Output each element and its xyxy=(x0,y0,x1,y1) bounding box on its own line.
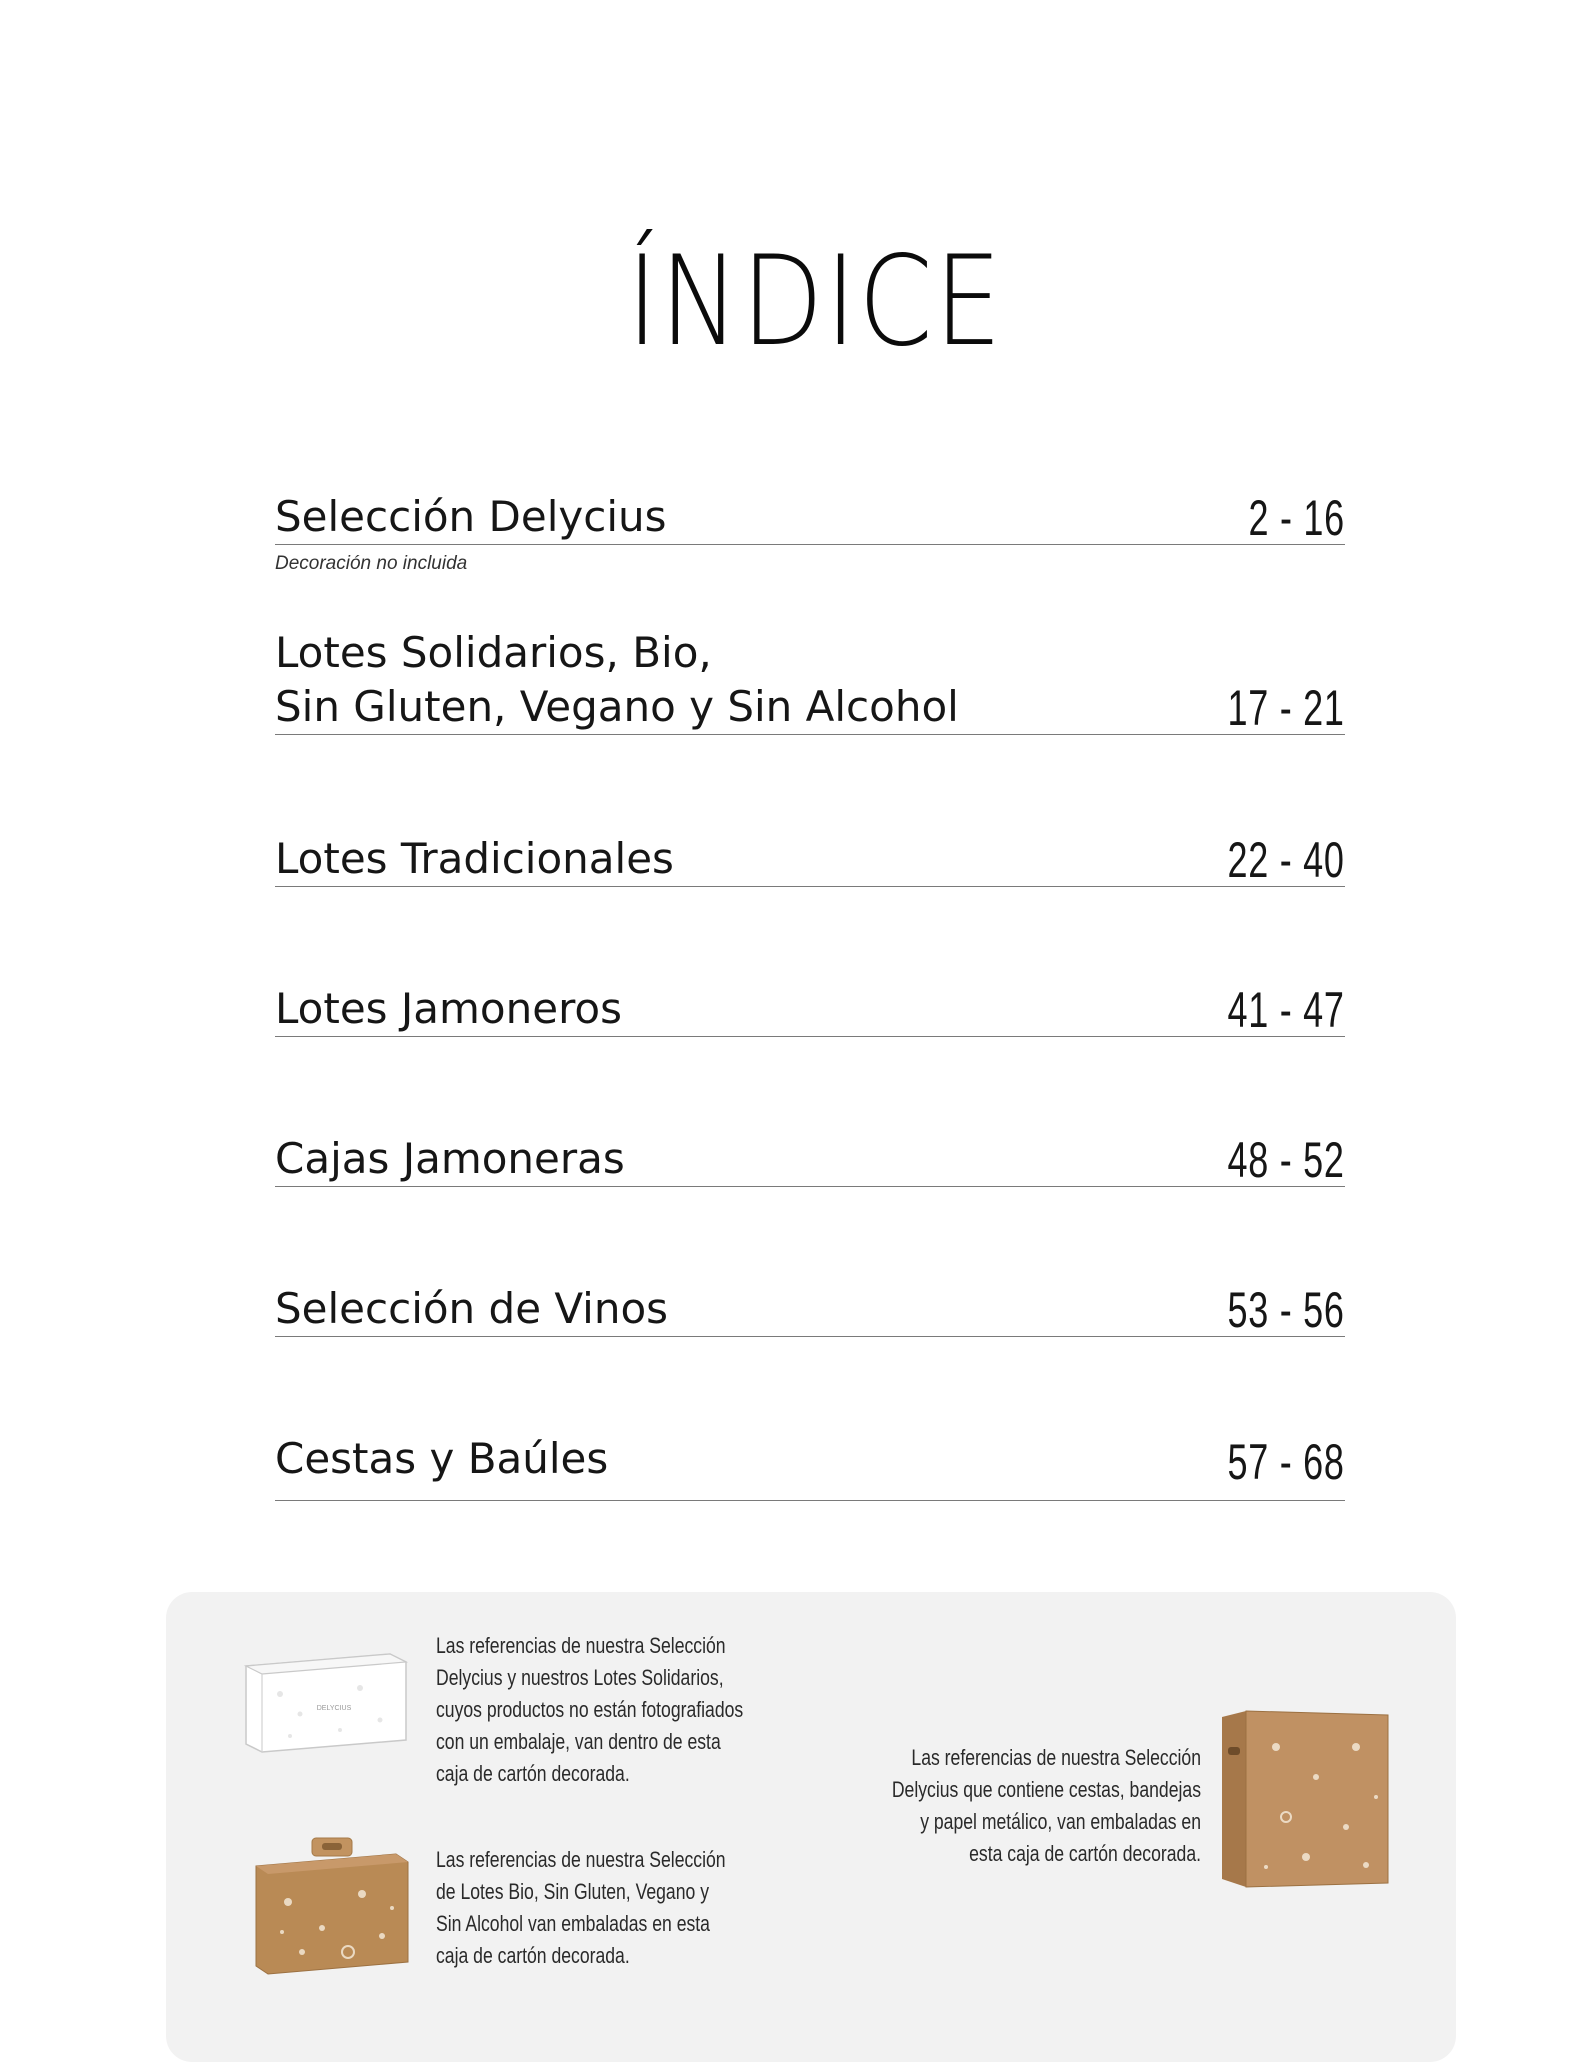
toc-entry-pages: 53 - 56 xyxy=(1227,1282,1345,1338)
toc-entry-pages: 22 - 40 xyxy=(1227,832,1345,888)
white-box-description: Las referencias de nuestra Selección Delycius y nuestros Lotes Solidarios, cuyos productos no están fotografiados con un embalaje, van dentro de esta caja de cartón decorada. xyxy=(436,1633,744,1786)
toc-entry-seleccion-vinos[interactable] xyxy=(275,1282,1345,1337)
page-title: ÍNDICE xyxy=(626,230,1004,374)
toc-entry-label: Cestas y Baúles xyxy=(275,1434,609,1483)
toc-entry-pages: 48 - 52 xyxy=(1227,1132,1345,1188)
toc-entry-cajas-jamoneras[interactable] xyxy=(275,1132,1345,1187)
toc-entry-label: Lotes Solidarios, Bio, Sin Gluten, Vegano y Sin Alcohol xyxy=(275,628,959,731)
large-box-description: Las referencias de nuestra Selección Delycius que contiene cestas, bandejas y papel metálico, van embaladas en esta caja de cartón decorada. xyxy=(891,1745,1201,1866)
toc-entry-label: Selección Delycius xyxy=(275,492,667,541)
decoration-note: Decoración no incluida xyxy=(275,553,468,574)
toc-entry-label: Selección de Vinos xyxy=(275,1284,669,1333)
toc-entry-lotes-jamoneros[interactable] xyxy=(275,982,1345,1037)
toc-entry-pages: 41 - 47 xyxy=(1227,982,1345,1038)
toc-entry-label: Lotes Jamoneros xyxy=(275,984,623,1033)
toc-entry-pages: 17 - 21 xyxy=(1227,680,1345,736)
large-kraft-box-image xyxy=(1216,1707,1396,1893)
toc-entry-lotes-solidarios[interactable] xyxy=(275,626,1345,735)
toc-entry-seleccion-delycius[interactable] xyxy=(275,490,1345,545)
toc-entry-label: Cajas Jamoneras xyxy=(275,1134,625,1183)
kraft-box-description: Las referencias de nuestra Selección de Lotes Bio, Sin Gluten, Vegano y Sin Alcohol van embaladas en esta caja de cartón decorada. xyxy=(436,1847,726,1968)
toc-entry-cestas-baules[interactable] xyxy=(275,1432,1345,1501)
toc-entry-pages: 2 - 16 xyxy=(1248,490,1345,546)
white-gift-box-image xyxy=(240,1644,412,1760)
toc-entry-pages: 57 - 68 xyxy=(1227,1434,1345,1490)
packaging-info-panel xyxy=(166,1592,1456,2062)
toc-entry-lotes-tradicionales[interactable] xyxy=(275,832,1345,887)
toc-entry-label: Lotes Tradicionales xyxy=(275,834,674,883)
kraft-gift-box-image xyxy=(252,1832,412,1980)
box-brand-text: DELYCIUS xyxy=(316,1705,352,1712)
